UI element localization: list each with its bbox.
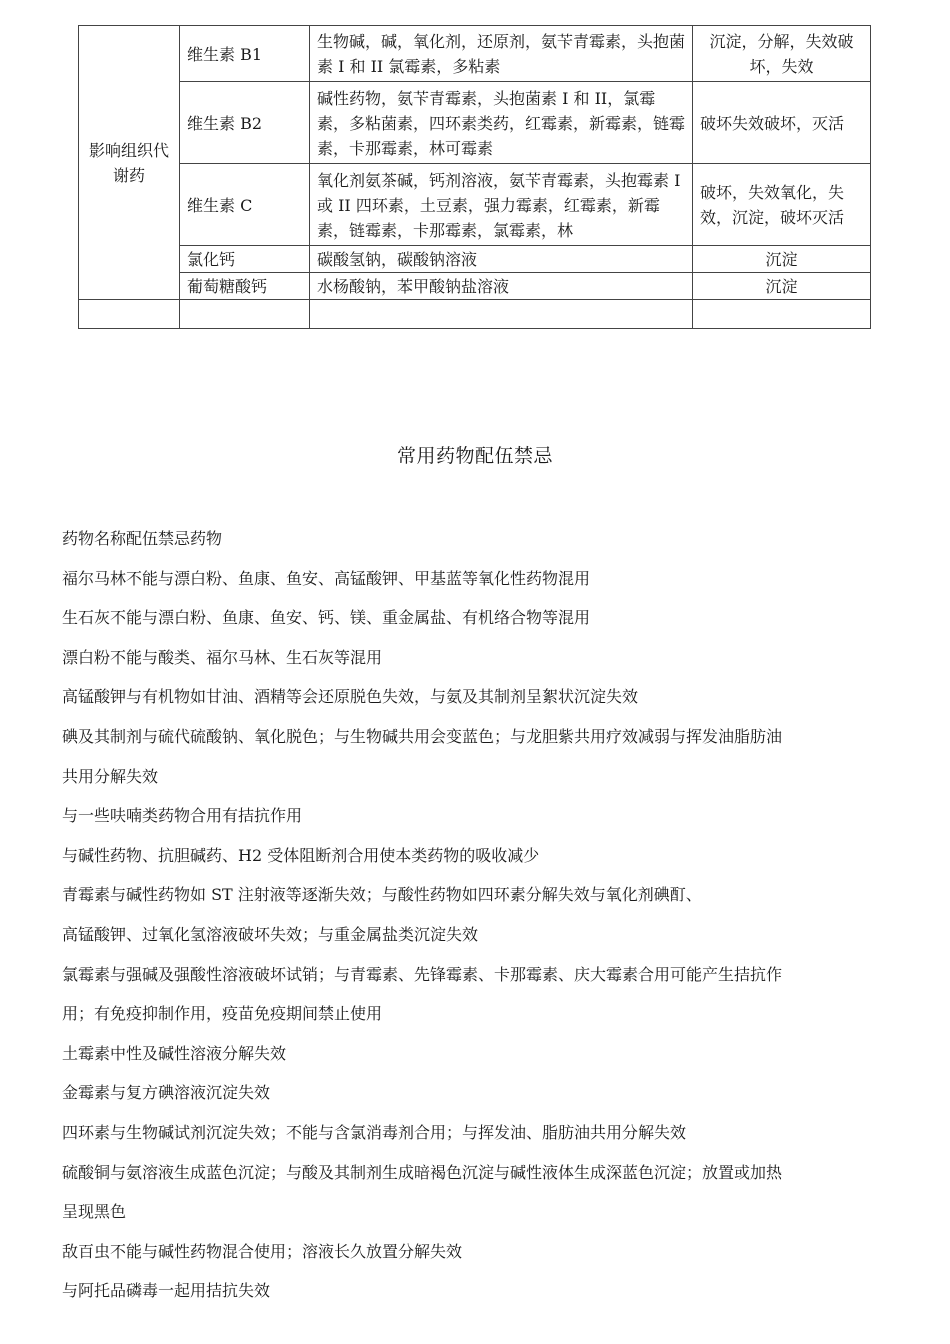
text-line: 青霉素与碱性药物如 ST 注射液等逐渐失效；与酸性药物如四环素分解失效与氧化剂碘酊、 bbox=[62, 885, 702, 905]
text-line: 高锰酸钾与有机物如甘油、酒精等会还原脱色失效，与氨及其制剂呈絮状沉淀失效 bbox=[62, 687, 639, 707]
empty-cell bbox=[79, 300, 180, 329]
empty-cell bbox=[180, 300, 310, 329]
table-row bbox=[79, 26, 871, 82]
empty-cell bbox=[693, 300, 871, 329]
text-line: 共用分解失效 bbox=[62, 766, 159, 786]
text-line: 敌百虫不能与碱性药物混合使用；溶液长久放置分解失效 bbox=[62, 1241, 463, 1261]
text-line: 生石灰不能与漂白粉、鱼康、鱼安、钙、镁、重金属盐、有机络合物等混用 bbox=[62, 608, 591, 628]
text-line: 与碱性药物、抗胆碱药、H2 受体阻断剂合用使本类药物的吸收减少 bbox=[62, 845, 540, 865]
incompatible-drugs-cell: 水杨酸钠，苯甲酸钠盐溶液 bbox=[310, 273, 693, 300]
text-line: 氯霉素与强碱及强酸性溶液破坏试销；与青霉素、先锋霉素、卡那霉素、庆大霉素合用可能产生拮抗作 bbox=[62, 964, 783, 984]
incompatibility-table bbox=[78, 25, 871, 329]
text-line: 与阿托品磷毒一起用拮抗失效 bbox=[62, 1281, 271, 1301]
text-line: 用；有免疫抑制作用，疫苗免疫期间禁止使用 bbox=[62, 1004, 383, 1024]
category-cell: 影响组织代谢药 bbox=[79, 26, 180, 300]
text-line: 硫酸铜与氨溶液生成蓝色沉淀；与酸及其制剂生成暗褐色沉淀与碱性液体生成深蓝色沉淀；放置或加热 bbox=[62, 1162, 783, 1182]
text-line: 四环素与生物碱试剂沉淀失效；不能与含氯消毒剂合用；与挥发油、脂肪油共用分解失效 bbox=[62, 1122, 687, 1142]
incompatible-drugs-cell: 碱性药物，氨苄青霉素，头抱菌素 I 和 II，氯霉素，多粘菌素，四环素类药，红霉素，新霉素，链霉素，卡那霉素，林可霉素 bbox=[310, 82, 693, 164]
empty-cell bbox=[310, 300, 693, 329]
incompatible-drugs-cell: 氧化剂氨茶碱，钙剂溶液，氨苄青霉素，头抱霉素 I 或 II 四环素，土豆素，强力霉素，红霉素，新霉素，链霉素，卡那霉素，氯霉素，林 bbox=[310, 164, 693, 246]
table-row bbox=[79, 164, 871, 246]
text-line: 碘及其制剂与硫代硫酸钠、氧化脱色；与生物碱共用会变蓝色；与龙胆紫共用疗效减弱与挥发油脂肪油 bbox=[62, 726, 783, 746]
text-line: 高锰酸钾、过氧化氢溶液破坏失效；与重金属盐类沉淀失效 bbox=[62, 924, 479, 944]
incompatible-drugs-cell: 碳酸氢钠，碳酸钠溶液 bbox=[310, 246, 693, 273]
result-cell: 破坏，失效氧化，失效，沉淀，破坏灭活 bbox=[693, 164, 871, 246]
empty-table-row bbox=[79, 300, 871, 329]
drug-name-cell: 维生素 B1 bbox=[180, 26, 310, 82]
incompatible-drugs-cell: 生物碱，碱，氧化剂，还原剂，氨苄青霉素，头抱菌素 I 和 II 氯霉素，多粘素 bbox=[310, 26, 693, 82]
table-row bbox=[79, 82, 871, 164]
section-heading: 常用药物配伍禁忌 bbox=[396, 445, 553, 467]
table-row bbox=[79, 246, 871, 273]
text-line: 金霉素与复方碘溶液沉淀失效 bbox=[62, 1083, 271, 1103]
text-line: 漂白粉不能与酸类、福尔马林、生石灰等混用 bbox=[62, 647, 383, 667]
incompatibility-text bbox=[62, 524, 882, 1316]
result-cell: 沉淀，分解，失效破坏，失效 bbox=[693, 26, 871, 82]
drug-name-cell: 氯化钙 bbox=[180, 246, 310, 273]
text-line: 与一些呋喃类药物合用有拮抗作用 bbox=[62, 806, 303, 826]
table-row bbox=[79, 273, 871, 300]
text-line: 福尔马林不能与漂白粉、鱼康、鱼安、高锰酸钾、甲基蓝等氧化性药物混用 bbox=[62, 568, 591, 588]
text-line: 呈现黑色 bbox=[62, 1202, 127, 1222]
drug-name-cell: 葡萄糖酸钙 bbox=[180, 273, 310, 300]
result-cell: 沉淀 bbox=[693, 246, 871, 273]
text-line: 药物名称配伍禁忌药物 bbox=[62, 529, 223, 548]
text-line: 土霉素中性及碱性溶液分解失效 bbox=[62, 1043, 287, 1063]
result-cell: 沉淀 bbox=[693, 273, 871, 300]
drug-name-cell: 维生素 B2 bbox=[180, 82, 310, 164]
drug-name-cell: 维生素 C bbox=[180, 164, 310, 246]
result-cell: 破坏失效破坏，灭活 bbox=[693, 82, 871, 164]
